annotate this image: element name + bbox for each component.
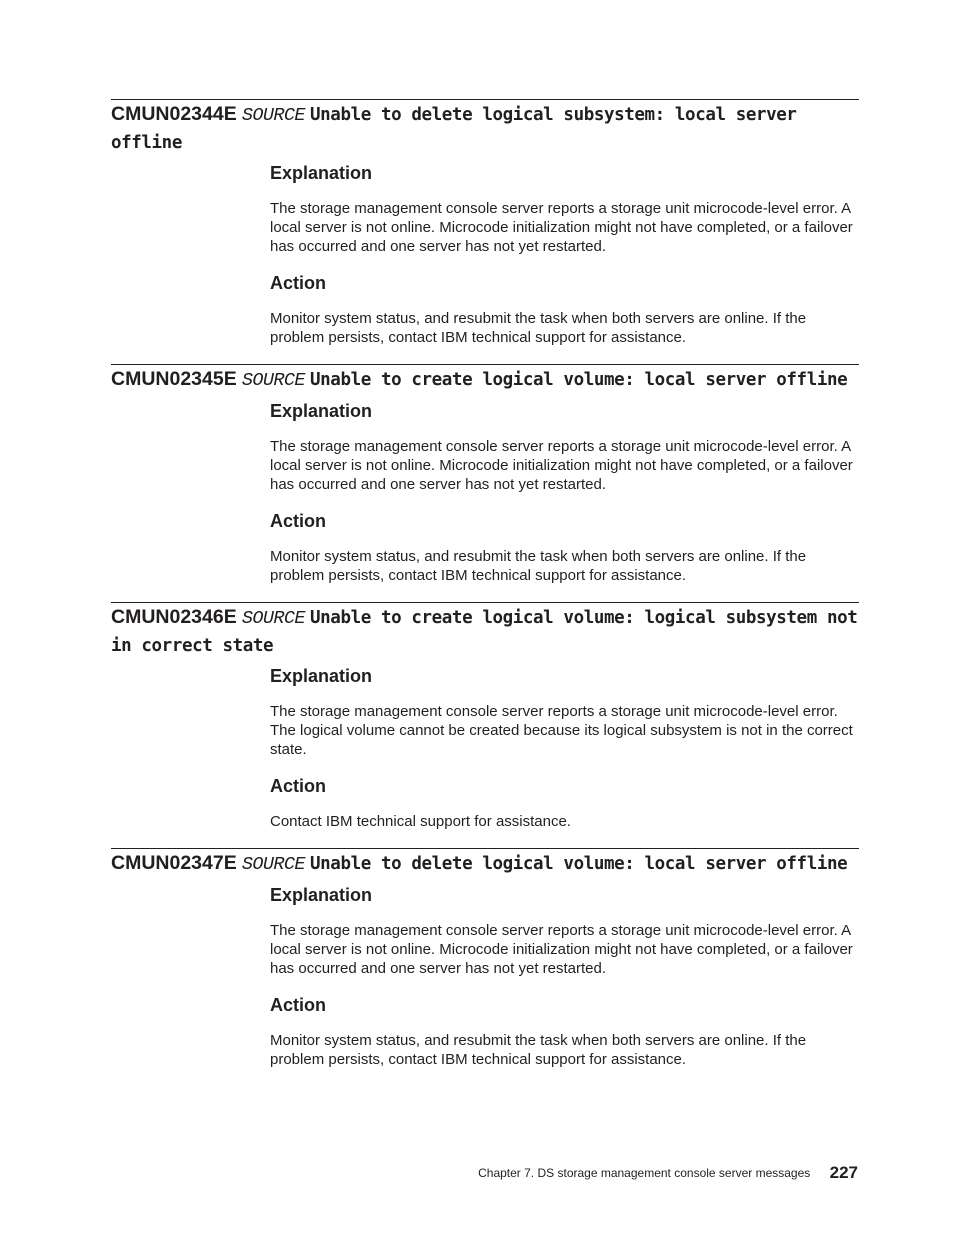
message-text: Unable to create logical volume: local server offline [310, 370, 848, 390]
footer-chapter-title: Chapter 7. DS storage management console server messages [478, 1165, 811, 1180]
message-heading [111, 366, 859, 394]
page-number: 227 [829, 1162, 858, 1182]
message-body [270, 400, 859, 585]
divider [111, 99, 859, 100]
message-heading [111, 850, 859, 878]
explanation-text: The storage management console server reports a storage unit microcode-level error. A local server is not online. Microcode initialization might not have completed, or a failover has occurred and one server has not yet restarted. [270, 200, 853, 255]
action-text: Contact IBM technical support for assistance. [270, 813, 571, 830]
message-entry [111, 602, 859, 831]
message-entry [111, 848, 859, 1069]
page-content [111, 99, 859, 1069]
action-heading: Action [270, 995, 326, 1015]
message-source: SOURCE [241, 105, 305, 126]
message-source: SOURCE [241, 608, 305, 629]
message-heading [111, 604, 859, 659]
message-text: Unable to delete logical subsystem: local server offline [111, 105, 797, 153]
message-text: Unable to create logical volume: logical subsystem not in correct state [111, 608, 858, 656]
message-body [270, 162, 859, 347]
message-source: SOURCE [241, 370, 305, 391]
divider [111, 602, 859, 603]
message-heading [111, 101, 859, 156]
message-body [270, 884, 859, 1069]
action-heading: Action [270, 511, 326, 531]
explanation-heading: Explanation [270, 885, 373, 905]
message-body [270, 665, 859, 831]
message-id: CMUN02344E [111, 103, 237, 125]
message-entry [111, 364, 859, 585]
action-heading: Action [270, 273, 326, 293]
explanation-heading: Explanation [270, 401, 373, 421]
message-id: CMUN02345E [111, 368, 237, 390]
action-text: Monitor system status, and resubmit the task when both servers are online. If the problem persists, contact IBM technical support for assistance. [270, 1032, 807, 1068]
explanation-heading: Explanation [270, 666, 373, 686]
explanation-text: The storage management console server reports a storage unit microcode-level error. A local server is not online. Microcode initialization might not have completed, or a failover has occurred and one server has not yet restarted. [270, 438, 853, 493]
divider [111, 848, 859, 849]
message-id: CMUN02347E [111, 852, 237, 874]
message-text: Unable to delete logical volume: local server offline [310, 854, 848, 874]
explanation-text: The storage management console server reports a storage unit microcode-level error. The logical volume cannot be created because its logical subsystem is not in the correct state. [270, 703, 853, 758]
explanation-text: The storage management console server reports a storage unit microcode-level error. A local server is not online. Microcode initialization might not have completed, or a failover has occurred and one server has not yet restarted. [270, 922, 853, 977]
page-footer [478, 1160, 858, 1185]
action-heading: Action [270, 776, 326, 796]
action-text: Monitor system status, and resubmit the task when both servers are online. If the problem persists, contact IBM technical support for assistance. [270, 548, 807, 584]
explanation-heading: Explanation [270, 163, 373, 183]
message-entry [111, 99, 859, 347]
message-source: SOURCE [241, 854, 305, 875]
divider [111, 364, 859, 365]
message-id: CMUN02346E [111, 606, 237, 628]
action-text: Monitor system status, and resubmit the task when both servers are online. If the problem persists, contact IBM technical support for assistance. [270, 310, 807, 346]
